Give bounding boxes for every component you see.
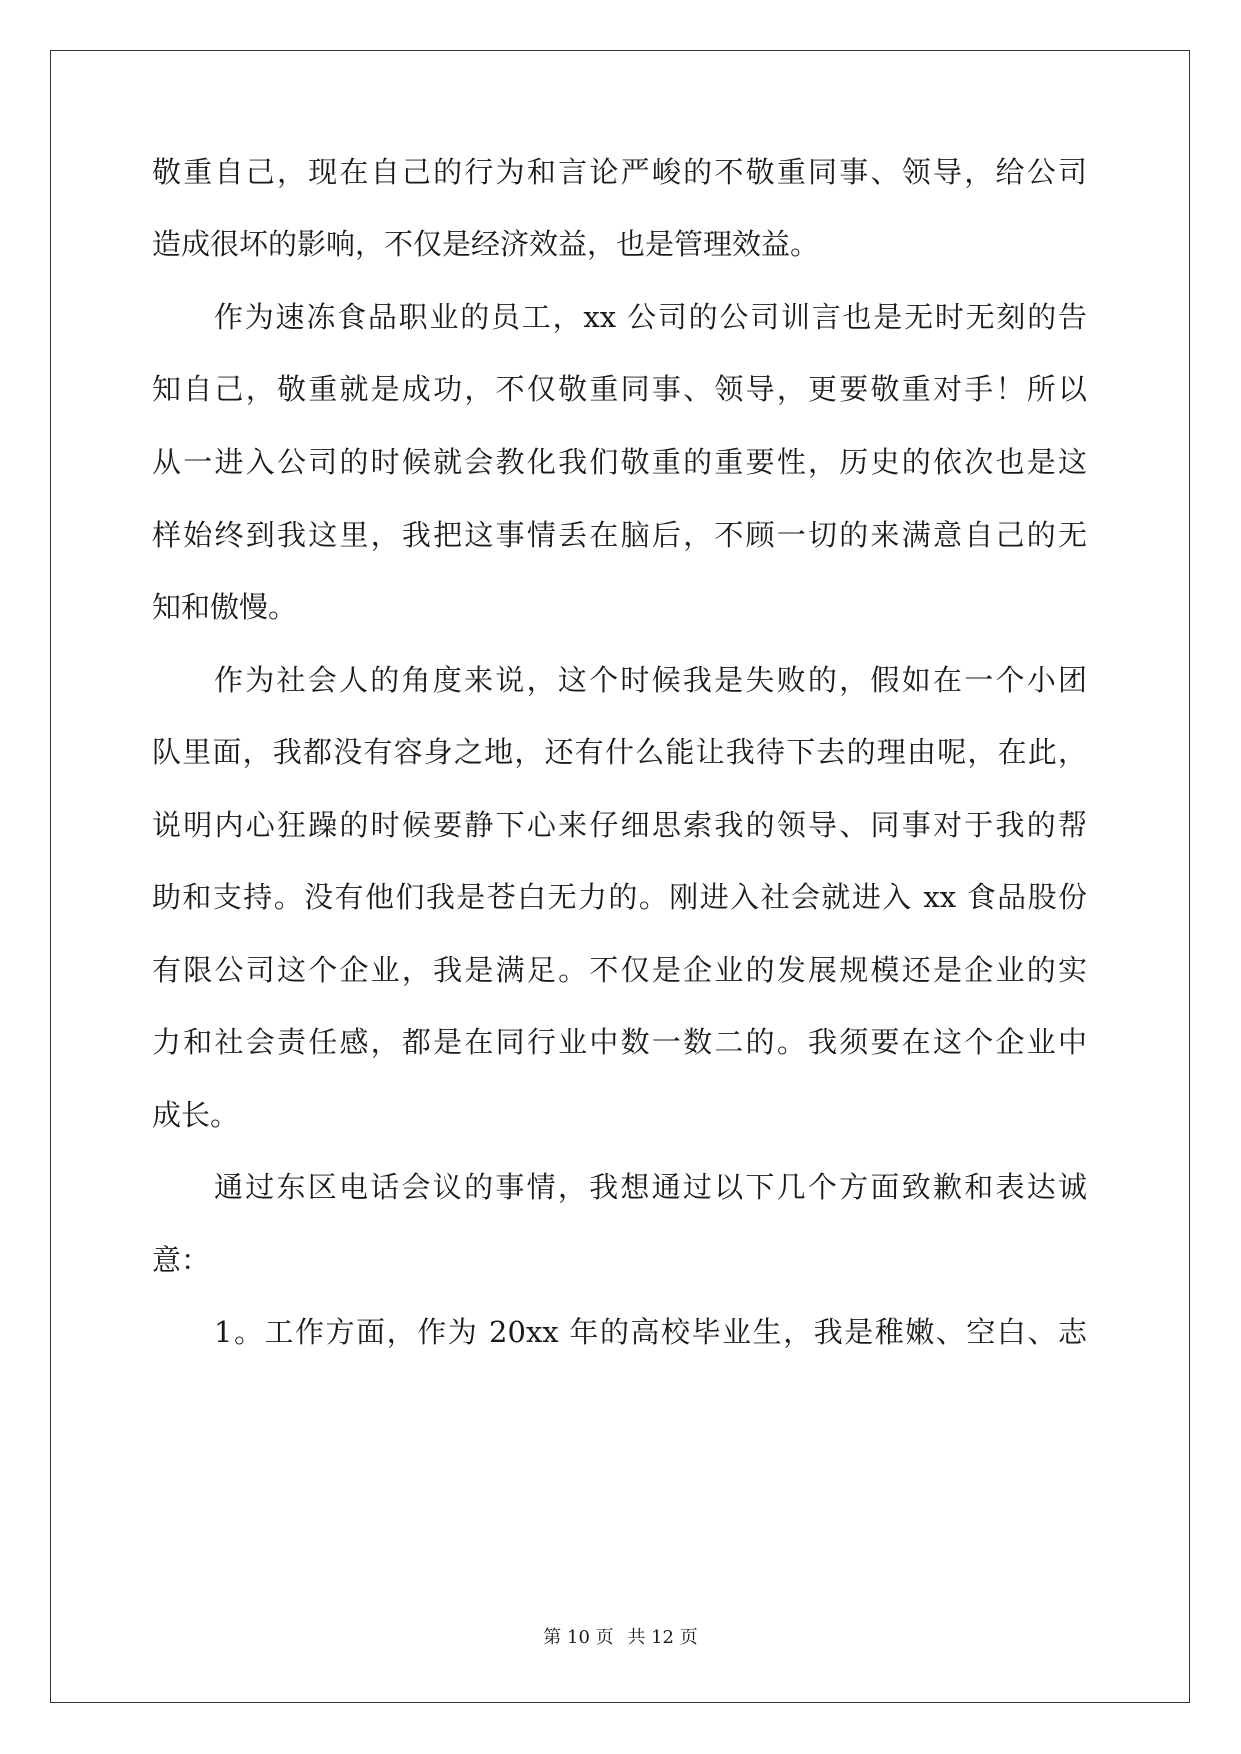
text-line: 敬重自己，现在自己的行为和言论严峻的不敬重同事、领导，给公司 [152,155,1087,189]
text-line: 力和社会责任感，都是在同行业中数一数二的。我须要在这个企业中 [152,1025,1087,1059]
page-footer [0,1623,1241,1649]
text-line: 知自己，敬重就是成功，不仅敬重同事、领导，更要敬重对手！所以 [152,372,1087,406]
text-line: 样始终到我这里，我把这事情丢在脑后，不顾一切的来满意自己的无 [152,518,1087,552]
text-line: 作为社会人的角度来说，这个时候我是失败的，假如在一个小团 [214,663,1087,697]
text-line: 作为速冻食品职业的员工，xx 公司的公司训言也是无时无刻的告 [214,300,1087,334]
text-line: 造成很坏的影响，不仅是经济效益，也是管理效益。 [152,227,820,261]
text-line: 成长。 [152,1098,240,1132]
text-line: 助和支持。没有他们我是苍白无力的。刚进入社会就进入 xx 食品股份 [152,880,1087,914]
text-line: 意： [152,1243,211,1277]
text-line: 队里面，我都没有容身之地，还有什么能让我待下去的理由呢，在此， [152,735,1087,769]
page-number: 第 10 页 [543,1627,614,1648]
text-line: 通过东区电话会议的事情，我想通过以下几个方面致歉和表达诚 [214,1170,1087,1204]
text-line: 有限公司这个企业，我是满足。不仅是企业的发展规模还是企业的实 [152,953,1087,987]
page-total: 共 12 页 [627,1627,698,1648]
text-line: 说明内心狂躁的时候要静下心来仔细思索我的领导、同事对于我的帮 [152,808,1087,842]
text-line: 知和傲慢。 [152,590,298,624]
text-line: 从一进入公司的时候就会教化我们敬重的重要性，历史的依次也是这 [152,445,1087,479]
text-line: 1。工作方面，作为 20xx 年的高校毕业生，我是稚嫩、空白、志 [214,1315,1087,1349]
